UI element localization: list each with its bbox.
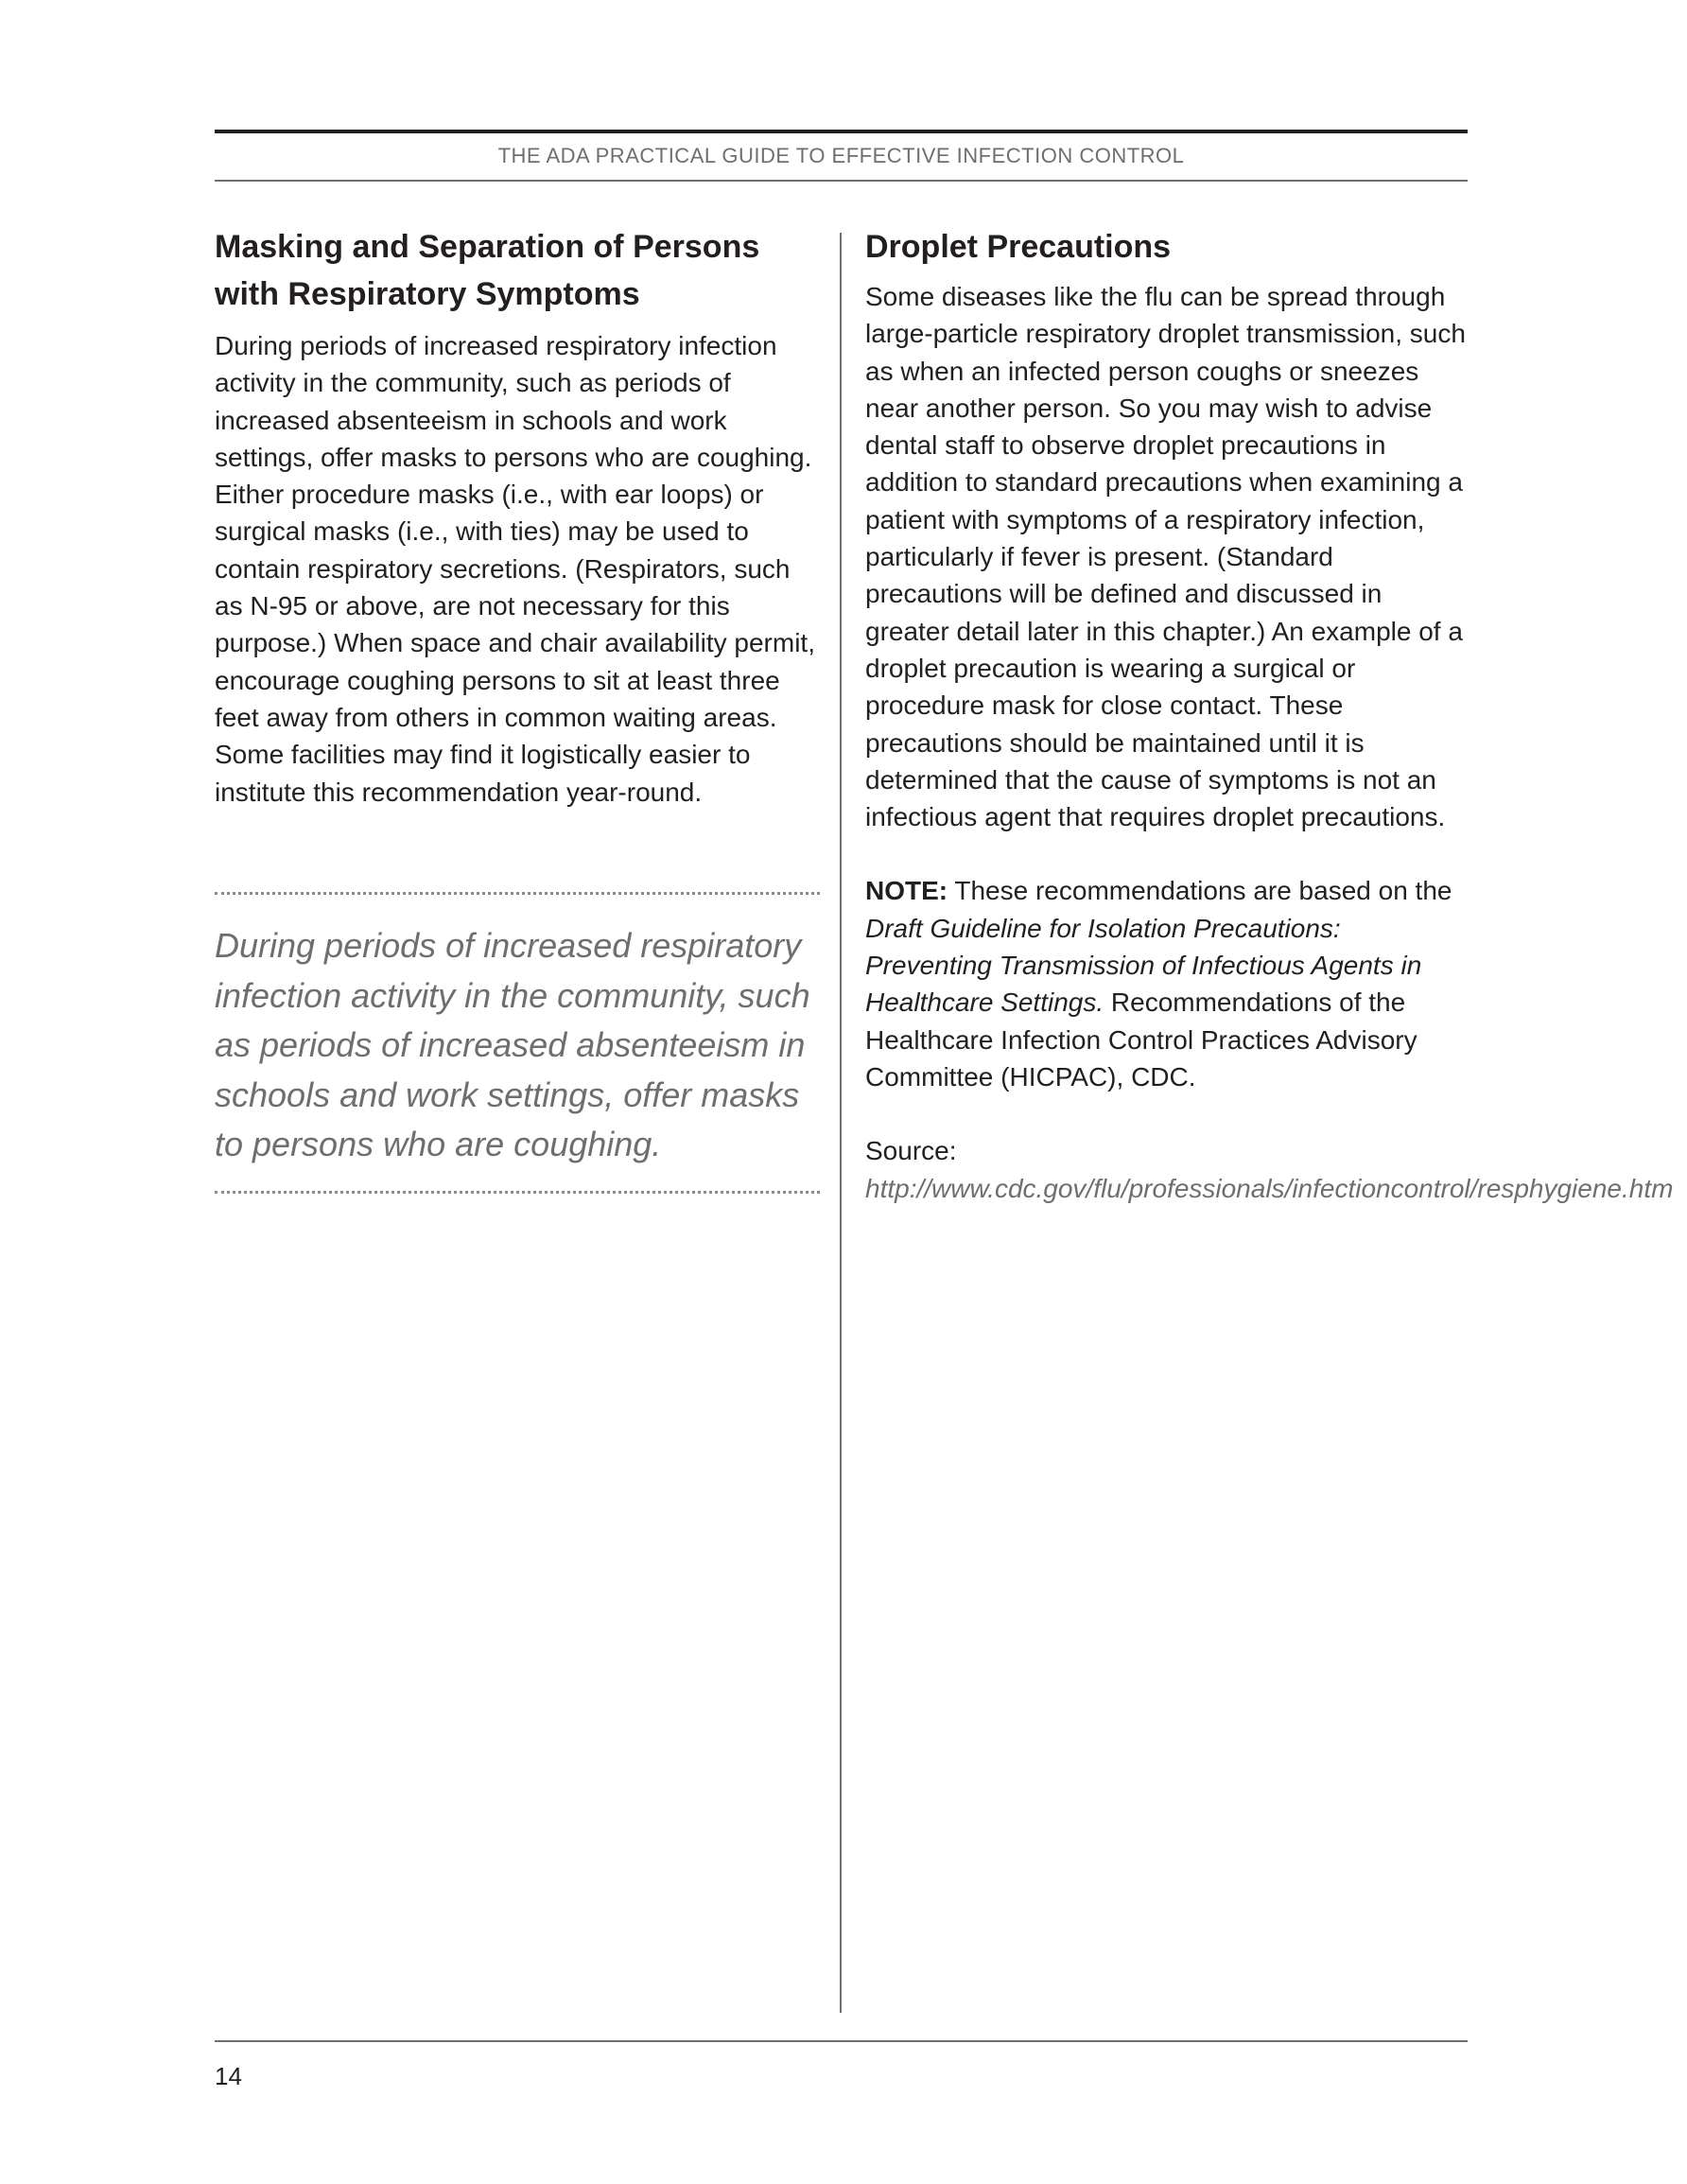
footer-rule <box>215 2040 1468 2042</box>
column-divider <box>840 233 842 2013</box>
section-heading-droplet: Droplet Precautions <box>865 229 1172 265</box>
source-paragraph <box>865 1132 1674 1207</box>
masking-body-text: During periods of increased respiratory infection activity in the community, such as periods of increased absenteeism in schools and work settings, offer masks to persons who are coughing. Either procedure masks (i.e., with ear loops) or surgical masks (i.e., with ties) may be used to contain respiratory secretions. (Respirators, such as N-95 or above, are not necessary for this purpose.) When space and chair availability permit, encourage coughing persons to sit at least three feet away from others in common waiting areas. Some facilities may find it logistically easier to institute this recommendation year-round. <box>215 331 815 807</box>
section-heading-masking: Masking and Separation of Persons with Respiratory Symptoms <box>215 229 760 312</box>
note-label: NOTE: <box>865 876 948 906</box>
note-text-before: These recommendations are based on the <box>948 876 1452 906</box>
note-guideline-title: Draft Guideline for Isolation Precautions: Preventing Transmission of Infectious Agents in Healthcare Settings. <box>865 913 1422 1018</box>
source-link[interactable]: http://www.cdc.gov/flu/professionals/infectioncontrol/resphygiene.htm <box>865 1173 1674 1203</box>
running-head: THE ADA PRACTICAL GUIDE TO EFFECTIVE INFECTION CONTROL <box>497 144 1185 167</box>
source-label: Source: <box>865 1136 957 1166</box>
header-top-rule <box>215 130 1468 133</box>
header-bottom-rule <box>215 180 1468 182</box>
right-column <box>865 223 1674 1207</box>
droplet-body-text: Some diseases like the flu can be spread through large-particle respiratory droplet transmission, such as when an infected person coughs or sneezes near another person. So you may wish to advise dental staff to observe droplet precautions in addition to standard precautions when examining a patient with symptoms of a respiratory infection, particularly if fever is present. (Standard precautions will be defined and discussed in greater detail later in this chapter.) An example of a droplet precaution is wearing a surgical or procedure mask for close contact. These precautions should be maintained until it is determined that the cause of symptoms is not an infectious agent that requires droplet precautions. <box>865 282 1466 832</box>
page-number: 14 <box>215 2062 242 2090</box>
note-text-after: Recommendations of the Healthcare Infection Control Practices Advisory Committee (HICPAC), CDC. <box>865 987 1417 1092</box>
note-paragraph <box>865 872 1470 1095</box>
left-column <box>215 223 820 811</box>
pull-quote-text: During periods of increased respiratory infection activity in the community, such as periods of increased absenteeism in schools and work settings, offer masks to persons who are coughing. <box>215 926 810 1163</box>
pull-quote <box>215 892 820 1194</box>
